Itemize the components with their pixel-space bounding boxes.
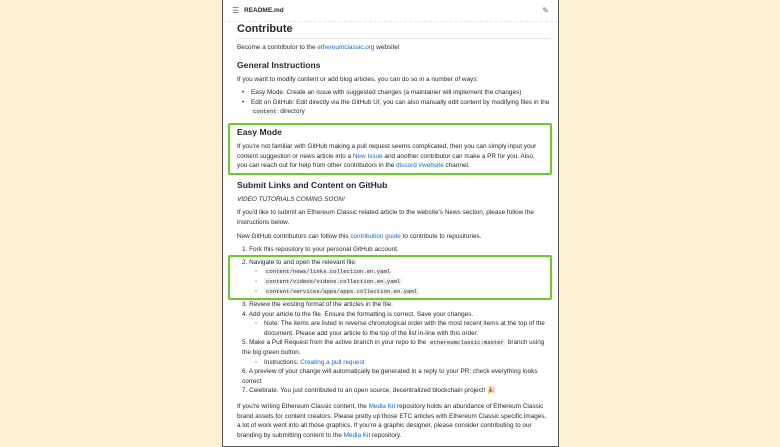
step-6: 6. A preview of your change will automatically be generated in a reply to your PR; check everything looks correct — [242, 368, 538, 385]
bullet-edit-github: • Edit on GitHub: Edit directly via the GitHub UI; you can also manually edit content by modifying files in the content directory — [242, 98, 550, 116]
video-note: VIDEO TUTORIALS COMING SOON! — [237, 195, 345, 203]
intro-text: Become a contributor to the ethereumclassic.org website! — [237, 44, 400, 51]
file-videos: ◦ content/videos/videos.collection.en.yaml — [255, 277, 401, 285]
creating-pull-request-link[interactable]: Creating a pull request — [300, 358, 365, 366]
list-icon[interactable]: ☰ — [232, 6, 240, 15]
media-kit-link-2[interactable]: Media Kit — [343, 431, 371, 439]
page-title: Contribute — [237, 22, 550, 39]
highlight-box-easy-mode — [228, 123, 552, 175]
submit-intro: If you'd like to submit an Ethereum Classic related article to the website's News section, please follow the instructions below. — [237, 209, 534, 226]
step-3: 3. Review the existing format of the articles in the file. — [242, 301, 393, 309]
filename: README.md — [244, 7, 284, 14]
pencil-icon[interactable]: ✎ — [542, 6, 549, 15]
step-4-note: ◦ Note: The items are listed in reverse chronological order with the most recent items at the top of the document. Please add your article to the top of the list in-line with this order. — [255, 320, 545, 337]
highlight-box-files — [228, 255, 552, 300]
step-5-instructions: ◦ Instructions: Creating a pull request — [255, 358, 365, 366]
easy-mode-heading: Easy Mode — [237, 126, 282, 137]
bullet-easy-mode: • Easy Mode: Create an issue with suggested changes (a maintainer will implement the changes) — [242, 89, 522, 97]
media-kit-link[interactable]: Media Kit — [368, 403, 396, 411]
step-4: 4. Add your article to the file. Ensure the formatting is correct. Save your changes. — [242, 310, 474, 318]
contribution-guide-link[interactable]: contribution guide — [350, 232, 401, 240]
general-heading: General Instructions — [237, 59, 321, 70]
file-apps: ◦ content/services/apps/apps.collection.en.yaml — [255, 287, 418, 295]
easy-mode-text: If you're not familiar with GitHub making a pull request seems complicated, then you can simply input your content suggestion or news article into a New Issue and another contributor can make a PR for you. Also, you can reach out for help from other contributors in the discord #website channel. — [237, 142, 537, 170]
step-1: 1. Fork this repository to your personal GitHub account. — [242, 246, 399, 254]
readme-content — [223, 22, 558, 440]
submit-heading: Submit Links and Content on GitHub — [237, 179, 388, 190]
general-text: If you want to modify content or add blog articles, you can do so in a number of ways: — [237, 75, 479, 83]
readme-panel — [222, 0, 559, 447]
ethereumclassic-link[interactable]: ethereumclassic.org — [317, 44, 375, 51]
step-2: 2. Navigate to and open the relevant file: — [242, 258, 357, 266]
step-7: 7. Celebrate. You just contributed to an open source, decentralized blockchain project! 🎉 — [242, 387, 496, 395]
step-5: 5. Make a Pull Request from the active branch in your repo to the ethereumclassic:master branch using the big green button. — [242, 339, 545, 357]
media-kit-text: If you're writing Ethereum Classic content, the Media Kit repository holds an abundance of Ethereum Classic brand assets for content creators. Please pretty up those ETC articles with Ethereum Classic specific images, a lot of work went into all those graphics. If you're a graphic designer, please consider contributing to our branding by submitting content to the Media Kit repository. — [237, 403, 547, 439]
new-contributors-text: New GitHub contributors can follow this contribution guide to contribute to repositories. — [237, 232, 482, 240]
discord-link[interactable]: discord #website — [396, 162, 444, 170]
file-news: ◦ content/news/links.collection.en.yaml — [255, 268, 391, 276]
readme-header — [223, 0, 558, 22]
new-issue-link[interactable]: New Issue — [352, 152, 383, 160]
